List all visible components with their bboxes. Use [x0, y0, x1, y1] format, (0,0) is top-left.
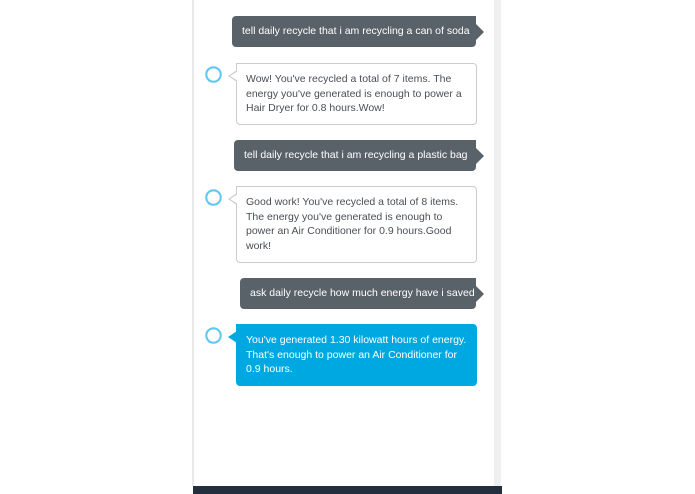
alexa-response-text: You've generated 1.30 kilowatt hours of energy. That's enough to power an Air Conditioner for 0.9 hours.: [246, 334, 467, 376]
alexa-ring-icon: [204, 188, 223, 207]
alexa-response-bubble[interactable]: [236, 186, 477, 263]
user-message-bubble[interactable]: [234, 140, 476, 171]
alexa-response-text: Wow! You've recycled a total of 7 items. The energy you've generated is enough to power a Hair Dryer for 0.8 hours.Wow!: [246, 73, 462, 115]
panel-scrollbar-track[interactable]: [494, 0, 501, 486]
user-message-text: tell daily recycle that i am recycling a can of soda: [242, 25, 470, 37]
alexa-latest-response-bubble[interactable]: [236, 324, 477, 386]
user-message-text: ask daily recycle how much energy have i saved: [250, 287, 475, 299]
alexa-response-text: Good work! You've recycled a total of 8 items. The energy you've generated is enough to power an Air Conditioner for 0.9 hours.Good work!: [246, 196, 459, 252]
bottom-navigation-bar: [193, 486, 502, 494]
alexa-ring-icon: [204, 65, 223, 84]
alexa-response-bubble[interactable]: [236, 63, 477, 125]
user-message-text: tell daily recycle that i am recycling a plastic bag: [244, 149, 468, 161]
alexa-ring-icon: [204, 326, 223, 345]
user-message-bubble[interactable]: [240, 278, 476, 309]
user-message-bubble[interactable]: [232, 16, 476, 47]
